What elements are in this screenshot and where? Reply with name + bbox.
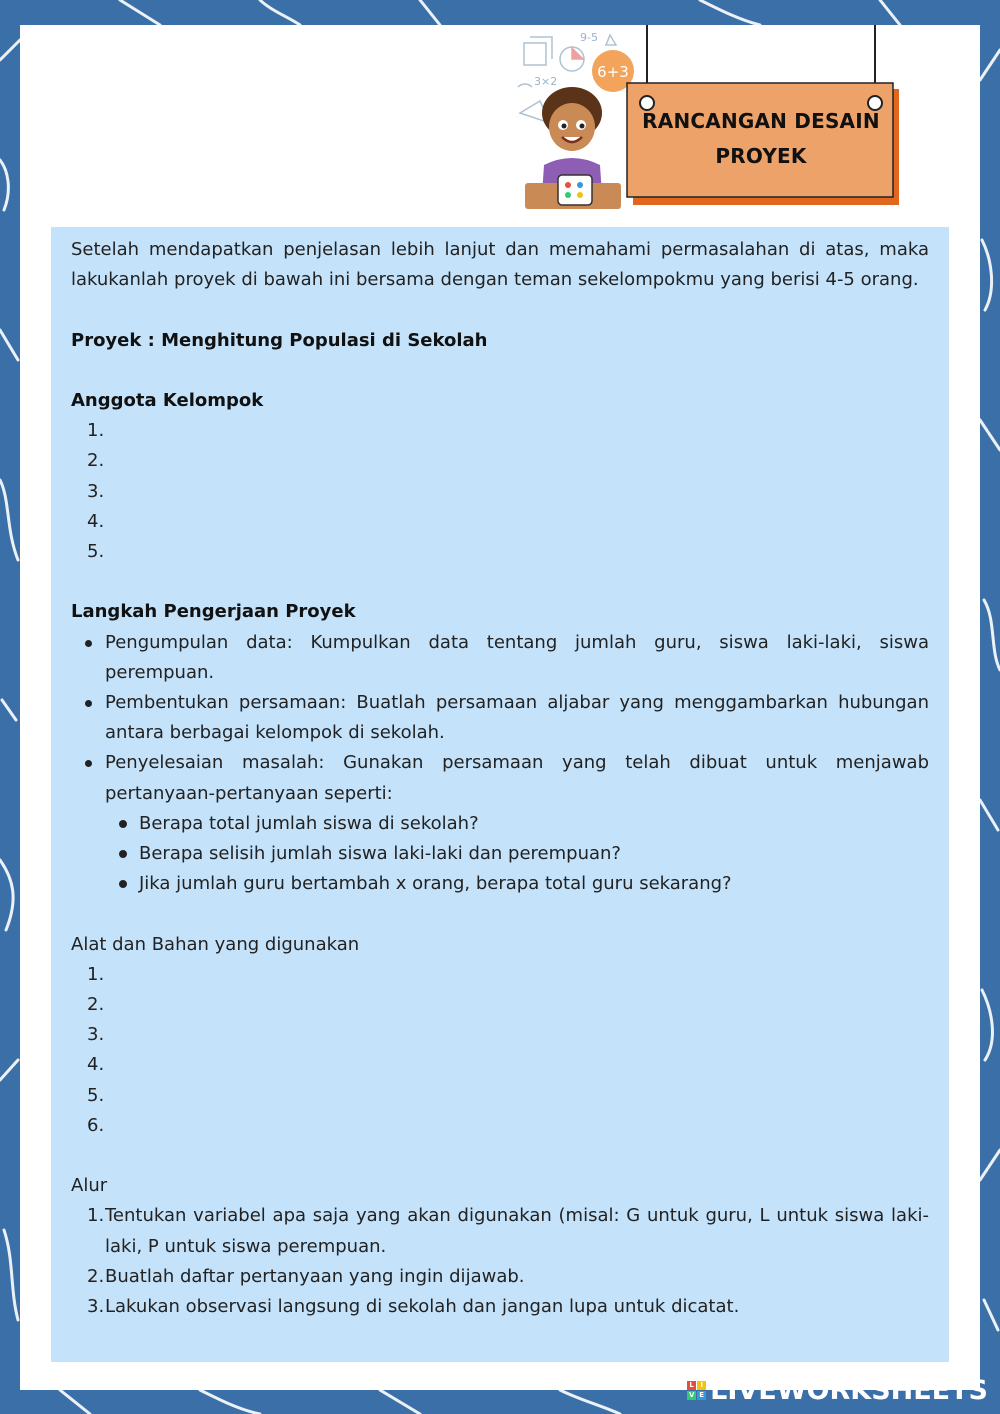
members-list <box>71 416 929 567</box>
steps-heading: Langkah Pengerjaan Proyek <box>71 601 356 623</box>
list-item: Berapa total jumlah siswa di sekolah? <box>119 809 929 839</box>
list-item: 1. Tentukan variabel apa saja yang akan digunakan (misal: G untuk guru, L untuk siswa laki-laki, P untuk siswa perempuan. <box>87 1205 929 1257</box>
title-line-1: RANCANGAN DESAIN <box>642 109 880 133</box>
flow-list <box>71 1201 929 1322</box>
logo-letter: V <box>688 1391 695 1399</box>
list-item: 3. Lakukan observasi langsung di sekolah dan jangan lupa untuk dicatat. <box>87 1296 740 1318</box>
questions-list <box>85 809 929 900</box>
list-item: Jika jumlah guru bertambah x orang, berapa total guru sekarang? <box>119 869 929 899</box>
members-heading: Anggota Kelompok <box>71 389 264 411</box>
list-item-text: Penyelesaian masalah: Gunakan persamaan yang telah dibuat untuk menjawab pertanyaan-pertanyaan seperti: <box>105 752 929 804</box>
brand-logo-icon <box>687 1381 706 1400</box>
sign-title <box>628 104 894 174</box>
list-item: 5. <box>87 1084 105 1106</box>
logo-letter: I <box>697 1381 706 1390</box>
bubble-text: 6+3 <box>597 63 629 81</box>
list-item: 6. <box>87 1114 105 1136</box>
intro-paragraph: Setelah mendapatkan penjelasan lebih lanjut dan memahami permasalahan di atas, maka lakukanlah proyek di bawah ini bersama dengan teman sekelompokmu yang berisi 4-5 orang. <box>71 239 929 291</box>
list-item: 5. <box>87 541 105 562</box>
list-item: 2. <box>87 450 105 472</box>
logo-letter: L <box>687 1381 696 1390</box>
list-item: Pembentukan persamaan: Buatlah persamaan aljabar yang menggambarkan hubungan antara berbagai kelompok di sekolah. <box>85 688 929 748</box>
list-item: 2. Buatlah daftar pertanyaan yang ingin dijawab. <box>87 1265 525 1287</box>
svg-text:9-5: 9-5 <box>580 31 598 44</box>
content-panel <box>51 227 949 1362</box>
list-item: 3. <box>87 1024 105 1046</box>
list-item: 3. <box>87 480 105 502</box>
list-item <box>85 748 929 899</box>
list-item: 2. <box>87 994 105 1016</box>
title-line-2: PROYEK <box>715 144 807 168</box>
svg-text:3×2: 3×2 <box>534 75 558 88</box>
project-title: Proyek : Menghitung Populasi di Sekolah <box>71 329 488 351</box>
list-item: Berapa selisih jumlah siswa laki-laki dan perempuan? <box>119 839 929 869</box>
list-item: 1. <box>87 420 105 442</box>
tools-heading: Alat dan Bahan yang digunakan <box>71 933 360 955</box>
flow-heading: Alur <box>71 1175 108 1197</box>
list-item: 4. <box>87 1054 105 1076</box>
list-item: Pengumpulan data: Kumpulkan data tentang jumlah guru, siswa laki-laki, siswa perempuan. <box>85 628 929 688</box>
brand-name: LIVEWORKSHEETS <box>710 1375 988 1406</box>
list-item: 1. <box>87 963 105 985</box>
liveworksheets-logo[interactable] <box>687 1375 988 1406</box>
steps-list <box>71 628 929 900</box>
tools-list <box>71 960 929 1141</box>
list-item: 4. <box>87 510 105 532</box>
logo-letter: E <box>697 1391 706 1400</box>
